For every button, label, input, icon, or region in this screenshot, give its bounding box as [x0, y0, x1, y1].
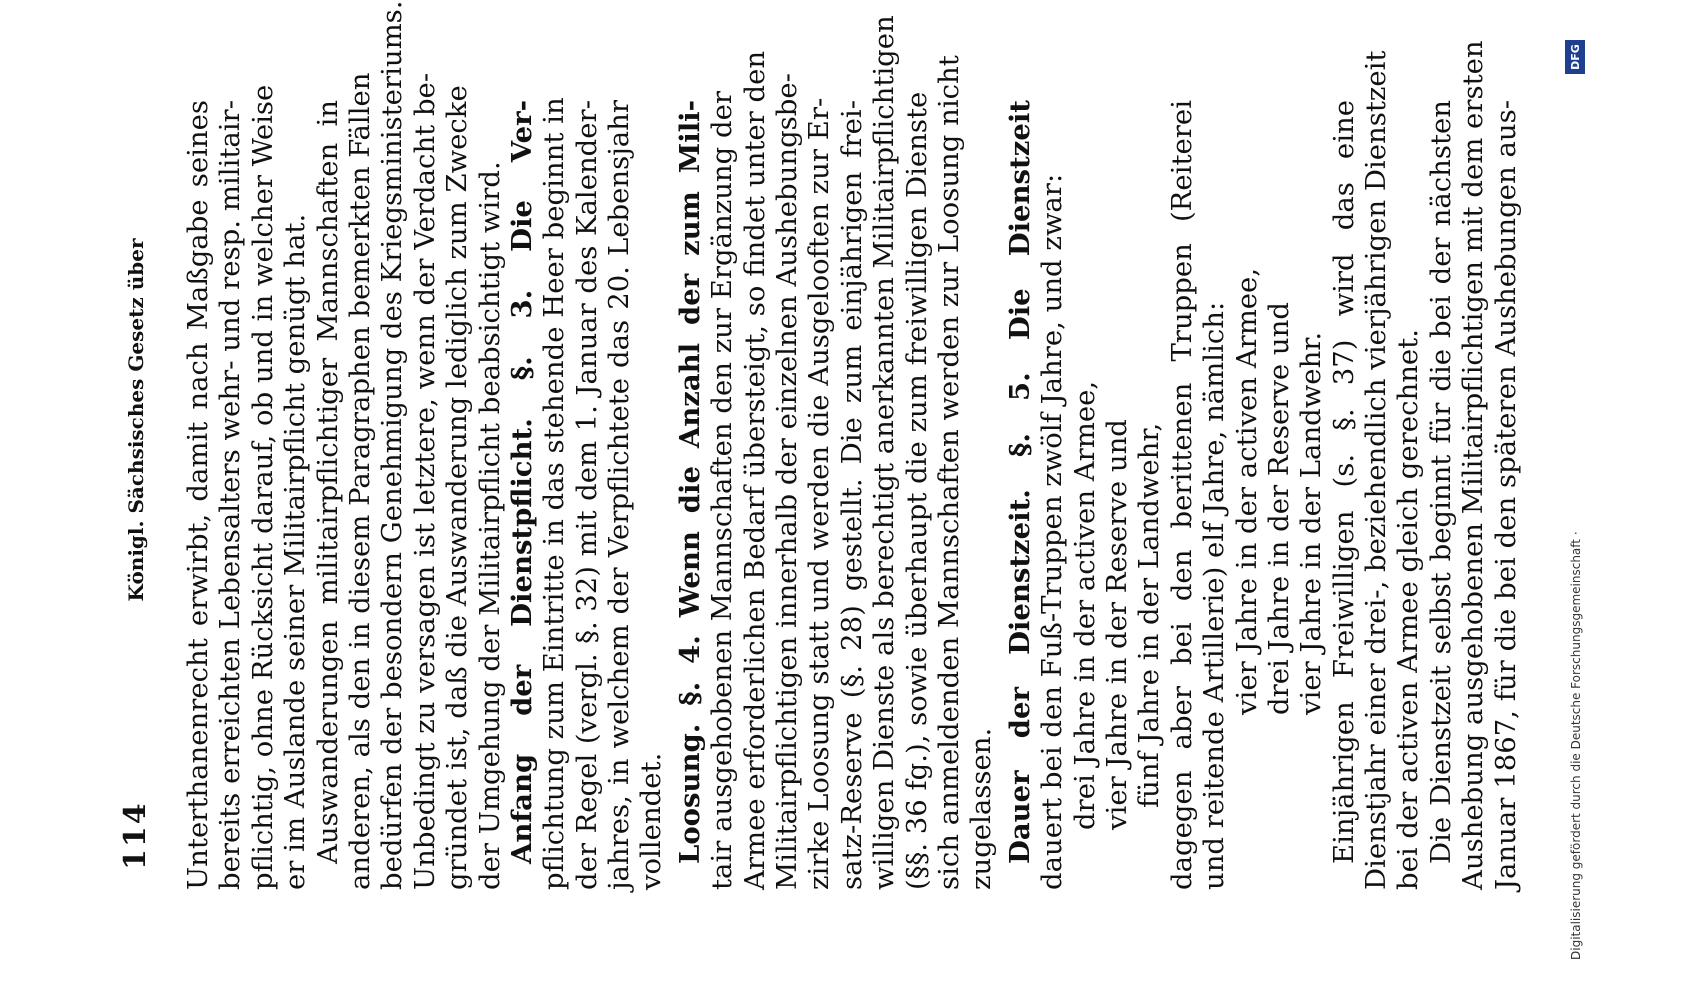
- text-line: Die Dienstzeit selbst beginnt für die bei der nächsten: [1424, 100, 1457, 864]
- text-line: der Regel (vergl. §. 32) mit dem 1. Januar des Kalender-: [570, 100, 603, 890]
- page-number: 114: [118, 801, 153, 870]
- text-line: Januar 1867, für die bei den späteren Aushebungen aus-: [1489, 100, 1522, 890]
- text-line: Militairpflichtigen innerhalb der einzelnen Aushebungsbe-: [771, 73, 804, 890]
- body-text: [182, 0, 1522, 890]
- text-line: vier Jahre in der Landwehr.: [1295, 331, 1328, 715]
- text-line: er im Auslande seiner Militairpflicht genügt hat.: [279, 213, 312, 890]
- text-line: drei Jahre in der Reserve und: [1262, 302, 1295, 715]
- text-line: Anfang der Dienstpflicht. §. 3. Die Ver-: [505, 100, 538, 864]
- text-line: tair ausgehobenen Mannschaften den zur Ergänzung der: [706, 91, 739, 890]
- digitization-credit: [1565, 40, 1589, 960]
- text-line: dauert bei den Fuß-Truppen zwölf Jahre, und zwar:: [1036, 173, 1069, 890]
- text-line: jahres, in welchem der Verpflichtete das 20. Lebensjahr: [603, 100, 636, 890]
- text-line: der Umgehung der Militairpflicht beabsichtigt wird.: [473, 161, 506, 890]
- text-line: satz-Reserve (§. 28) gestellt. Die zum einjährigen frei-: [835, 100, 868, 890]
- running-head: [118, 110, 153, 870]
- text-line: vier Jahre in der Reserve und: [1100, 419, 1133, 830]
- text-line: Dienstjahr einer drei-, beziehendlich vierjährigen Dienstzeit: [1360, 50, 1393, 890]
- text-line: anderen, als den in diesem Paragraphen bemerkten Fällen: [343, 72, 376, 890]
- text-line: Einjährigen Freiwilligen (s. §. 37) wird das eine: [1327, 100, 1360, 864]
- text-line: gründet ist, daß die Auswanderung lediglich zum Zwecke: [441, 85, 474, 890]
- text-line: willigen Dienste als berechtigt anerkannten Militairpflichtigen: [868, 15, 901, 890]
- credit-text: Digitalisierung gefördert durch die Deutsche Forschungsgemeinschaft ·: [1569, 531, 1583, 960]
- text-line: bedürfen der besondern Genehmigung des Kriegsministeriums.: [376, 0, 409, 890]
- text-line: Armee erforderlichen Bedarf übersteigt, so findet unter den: [738, 50, 771, 890]
- text-line: pflichtig, ohne Rücksicht darauf, ob und in welcher Weise: [246, 84, 279, 890]
- text-line: und reitende Artillerie) elf Jahre, nämlich:: [1198, 301, 1231, 890]
- text-line: vollendet.: [635, 752, 668, 890]
- text-line: vier Jahre in der activen Armee,: [1230, 267, 1263, 715]
- text-line: Unbedingt zu versagen ist letztere, wenn der Verdacht be-: [408, 72, 441, 890]
- text-line: bereits erreichten Lebensalters wehr- und resp. militair-: [214, 100, 247, 890]
- text-line: bei der activen Armee gleich gerechnet.: [1392, 329, 1425, 890]
- text-line: drei Jahre in der activen Armee,: [1068, 380, 1101, 830]
- running-title: Königl. Sächsisches Gesetz über: [124, 238, 148, 602]
- text-line: dagegen aber bei den berittenen Truppen (Reiterei: [1165, 100, 1198, 890]
- text-line: Aushebung ausgehobenen Militairpflichtigen mit dem ersten: [1457, 40, 1490, 890]
- text-line: Auswanderungen militairpflichtiger Mannschaften in: [311, 100, 344, 864]
- text-line: zugelassen.: [965, 727, 998, 890]
- text-line: zirke Loosung statt und werden die Ausgelooften zur Er-: [803, 97, 836, 890]
- text-line: pflichtung zum Eintritte in das stehende Heer beginnt in: [538, 97, 571, 890]
- text-line: (§§. 36 fg.), sowie überhaupt die zum freiwilligen Dienste: [900, 91, 933, 890]
- text-line: fünf Jahre in der Landwehr,: [1133, 422, 1166, 808]
- text-line: sich anmeldenden Mannschaften werden zur Loosung nicht: [932, 55, 965, 890]
- text-line: Dauer der Dienstzeit. §. 5. Die Dienstzeit: [1003, 100, 1036, 864]
- dfg-logo-icon: DFG: [1565, 40, 1585, 74]
- text-line: Unterthanenrecht erwirbt, damit nach Maßgabe seines: [182, 100, 214, 890]
- text-line: Loosung. §. 4. Wenn die Anzahl der zum Mili-: [673, 100, 706, 864]
